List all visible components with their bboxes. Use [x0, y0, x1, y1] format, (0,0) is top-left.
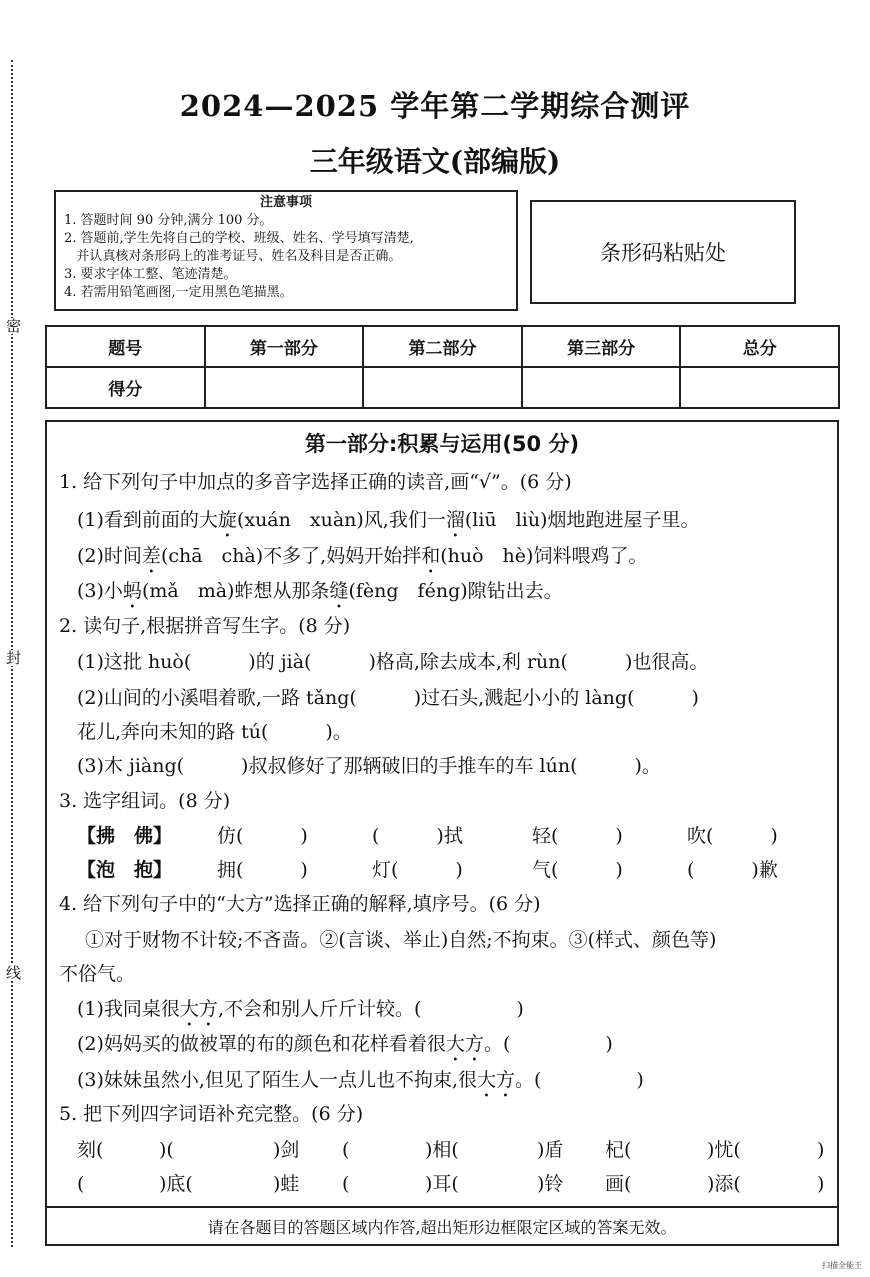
q2-title: 2. 读句子,根据拼音写生字。(8 分) [59, 615, 351, 637]
q1-sentence-1 [77, 508, 699, 542]
notice-title: 注意事项 [259, 195, 312, 210]
q2-line-4: (3)木 jiàng( )叔叔修好了那辆破旧的手推车的车 lún( )。 [77, 755, 661, 777]
q1-title: 1. 给下列句子中加点的多音字选择正确的读音,画“√”。(6 分) [59, 471, 572, 493]
side-label-feng: 封 [6, 649, 22, 667]
q1-s2-text: (2)时间 [77, 545, 142, 567]
notice-item: 3. 要求字体工整、笔迹清楚。 [64, 267, 237, 282]
q1-s3-dotted: 缝 [329, 580, 349, 602]
q1-s3-dotted: 蚂 [122, 580, 142, 602]
q1-s1-text: (liū liù)烟地跑进屋子里。 [464, 509, 700, 531]
barcode-label: 条形码粘贴处 [600, 241, 726, 265]
q5-part: 杞( [605, 1139, 632, 1161]
q2-line-3: 花儿,奔向未知的路 tú( )。 [77, 721, 352, 743]
score-table-header-row [46, 326, 839, 367]
q1-s1-text: (xuán xuàn)风,我们一 [236, 509, 446, 531]
score-header: 总分 [680, 326, 839, 367]
q4-s1-text: ,不会和别人斤斤计较。( ) [217, 998, 524, 1020]
q5-part: )添( [707, 1173, 741, 1195]
footer-text: 请在各题目的答题区域内作答,超出矩形边框限定区域的答案无效。 [207, 1217, 677, 1237]
q4-sentence-2 [77, 1032, 613, 1066]
q4-s3-text: 。( ) [515, 1069, 644, 1091]
q1-s1-dotted: 溜 [445, 509, 465, 531]
q3-title: 3. 选字组词。(8 分) [59, 790, 231, 812]
score-cell[interactable] [205, 367, 364, 408]
q5-part: )铃 [537, 1173, 564, 1195]
q3-blank: 拥( ) [217, 859, 308, 881]
q1-s3-text: (fèng féng)隙钻出去。 [348, 580, 563, 602]
q4-s2-text: 。( ) [483, 1033, 613, 1055]
footer-note [47, 1206, 837, 1244]
q5-part: )( [159, 1139, 174, 1161]
q1-s2-text: (huò hè)饲料喂鸡了。 [440, 545, 648, 567]
q5-part: )盾 [537, 1139, 564, 1161]
q1-s2-dotted: 和 [421, 545, 441, 567]
q3-char-group: 【泡 抱】 [77, 859, 173, 881]
q3-blank: ( )拭 [372, 825, 463, 847]
q4-s3-dotted: 大方 [477, 1069, 516, 1091]
exam-subtitle: 三年级语文(部编版) [309, 145, 561, 178]
score-header: 第一部分 [205, 326, 364, 367]
q1-s1-text: (1)看到前面的大 [77, 509, 218, 531]
scanner-watermark [822, 1260, 862, 1271]
q4-s1-text: (1)我同桌很 [77, 998, 180, 1020]
notice-item: 1. 答题时间 90 分钟,满分 100 分。 [64, 213, 273, 228]
exam-title: 2024—2025 学年第二学期综合测评 [179, 89, 691, 123]
score-cell[interactable] [680, 367, 839, 408]
q1-s2-dotted: 差 [141, 545, 161, 567]
notice-item: 并认真核对条形码上的准考证号、姓名及科目是否正确。 [64, 249, 402, 264]
q3-blank: ( )歉 [687, 859, 778, 881]
q5-part: )底( [159, 1173, 193, 1195]
score-header: 题号 [46, 326, 205, 367]
score-header: 第三部分 [522, 326, 681, 367]
barcode-area [530, 200, 796, 304]
q4-sentence-1 [77, 997, 524, 1031]
q3-blank: 气( ) [532, 859, 623, 881]
q1-sentence-2 [77, 544, 647, 578]
q5-part: ) [817, 1173, 825, 1195]
q1-s3-text: (mǎ mà)蚱想从那条 [141, 580, 330, 602]
score-row-label: 得分 [46, 367, 205, 408]
q5-row-2 [77, 1172, 827, 1196]
q5-part: ( [342, 1173, 350, 1195]
q3-row-2 [77, 858, 817, 882]
q3-blank: 吹( ) [687, 825, 778, 847]
q5-part: )剑 [273, 1139, 300, 1161]
q5-part: )蛙 [273, 1173, 300, 1195]
watermark-text: 扫描全能王 [822, 1261, 862, 1270]
side-label-xian: 线 [6, 964, 22, 982]
score-cell[interactable] [522, 367, 681, 408]
q1-s3-text: (3)小 [77, 580, 123, 602]
q5-part: )耳( [425, 1173, 459, 1195]
q1-sentence-3 [77, 579, 563, 613]
q1-s1-dotted: 旋 [217, 509, 237, 531]
q5-part: ) [817, 1139, 825, 1161]
score-cell[interactable] [363, 367, 522, 408]
score-table [45, 325, 840, 409]
notice-item: 4. 若需用铅笔画图,一定用黑色笔描黑。 [64, 285, 293, 300]
q5-part: ( [77, 1173, 85, 1195]
q3-blank: 轻( ) [532, 825, 623, 847]
q4-s3-text: (3)妹妹虽然小,但见了陌生人一点儿也不拘束,很 [77, 1069, 477, 1091]
q4-s2-dotted: 大方 [445, 1033, 484, 1055]
q5-part: )忧( [707, 1139, 741, 1161]
q4-title: 4. 给下列句子中的“大方”选择正确的解释,填序号。(6 分) [59, 893, 541, 915]
q4-s2-text: (2)妈妈买的做被罩的布的颜色和花样看着很 [77, 1033, 446, 1055]
q5-part: 刻( [77, 1139, 104, 1161]
notice-box [54, 190, 518, 311]
q5-row-1 [77, 1138, 827, 1162]
score-table-row [46, 367, 839, 408]
answer-area [45, 420, 839, 1246]
q3-blank: 灯( ) [372, 859, 463, 881]
q1-s2-text: (chā chà)不多了,妈妈开始拌 [160, 545, 422, 567]
q5-title: 5. 把下列四字词语补充完整。(6 分) [59, 1103, 364, 1125]
side-label-mi: 密 [6, 317, 22, 335]
notice-item: 2. 答题前,学生先将自己的学校、班级、姓名、学号填写清楚, [64, 231, 414, 246]
q2-line-1: (1)这批 huò( )的 jià( )格高,除去成本,利 rùn( )也很高。 [77, 651, 709, 673]
q3-char-group: 【拂 佛】 [77, 825, 173, 847]
q4-definitions: ①对于财物不计较;不吝啬。②(言谈、举止)自然;不拘束。③(样式、颜色等) [85, 929, 717, 951]
q3-blank: 仿( ) [217, 825, 308, 847]
q3-row-1 [77, 824, 817, 848]
q5-part: 画( [605, 1173, 632, 1195]
q2-line-2: (2)山间的小溪唱着歌,一路 tǎng( )过石头,溅起小小的 làng( ) [77, 687, 699, 709]
q4-sentence-3 [77, 1068, 644, 1102]
score-header: 第二部分 [363, 326, 522, 367]
q4-definitions-cont: 不俗气。 [59, 963, 136, 985]
q5-part: )相( [425, 1139, 459, 1161]
q5-part: ( [342, 1139, 350, 1161]
section-title: 第一部分:积累与运用(50 分) [304, 432, 580, 456]
q4-s1-dotted: 大方 [179, 998, 218, 1020]
